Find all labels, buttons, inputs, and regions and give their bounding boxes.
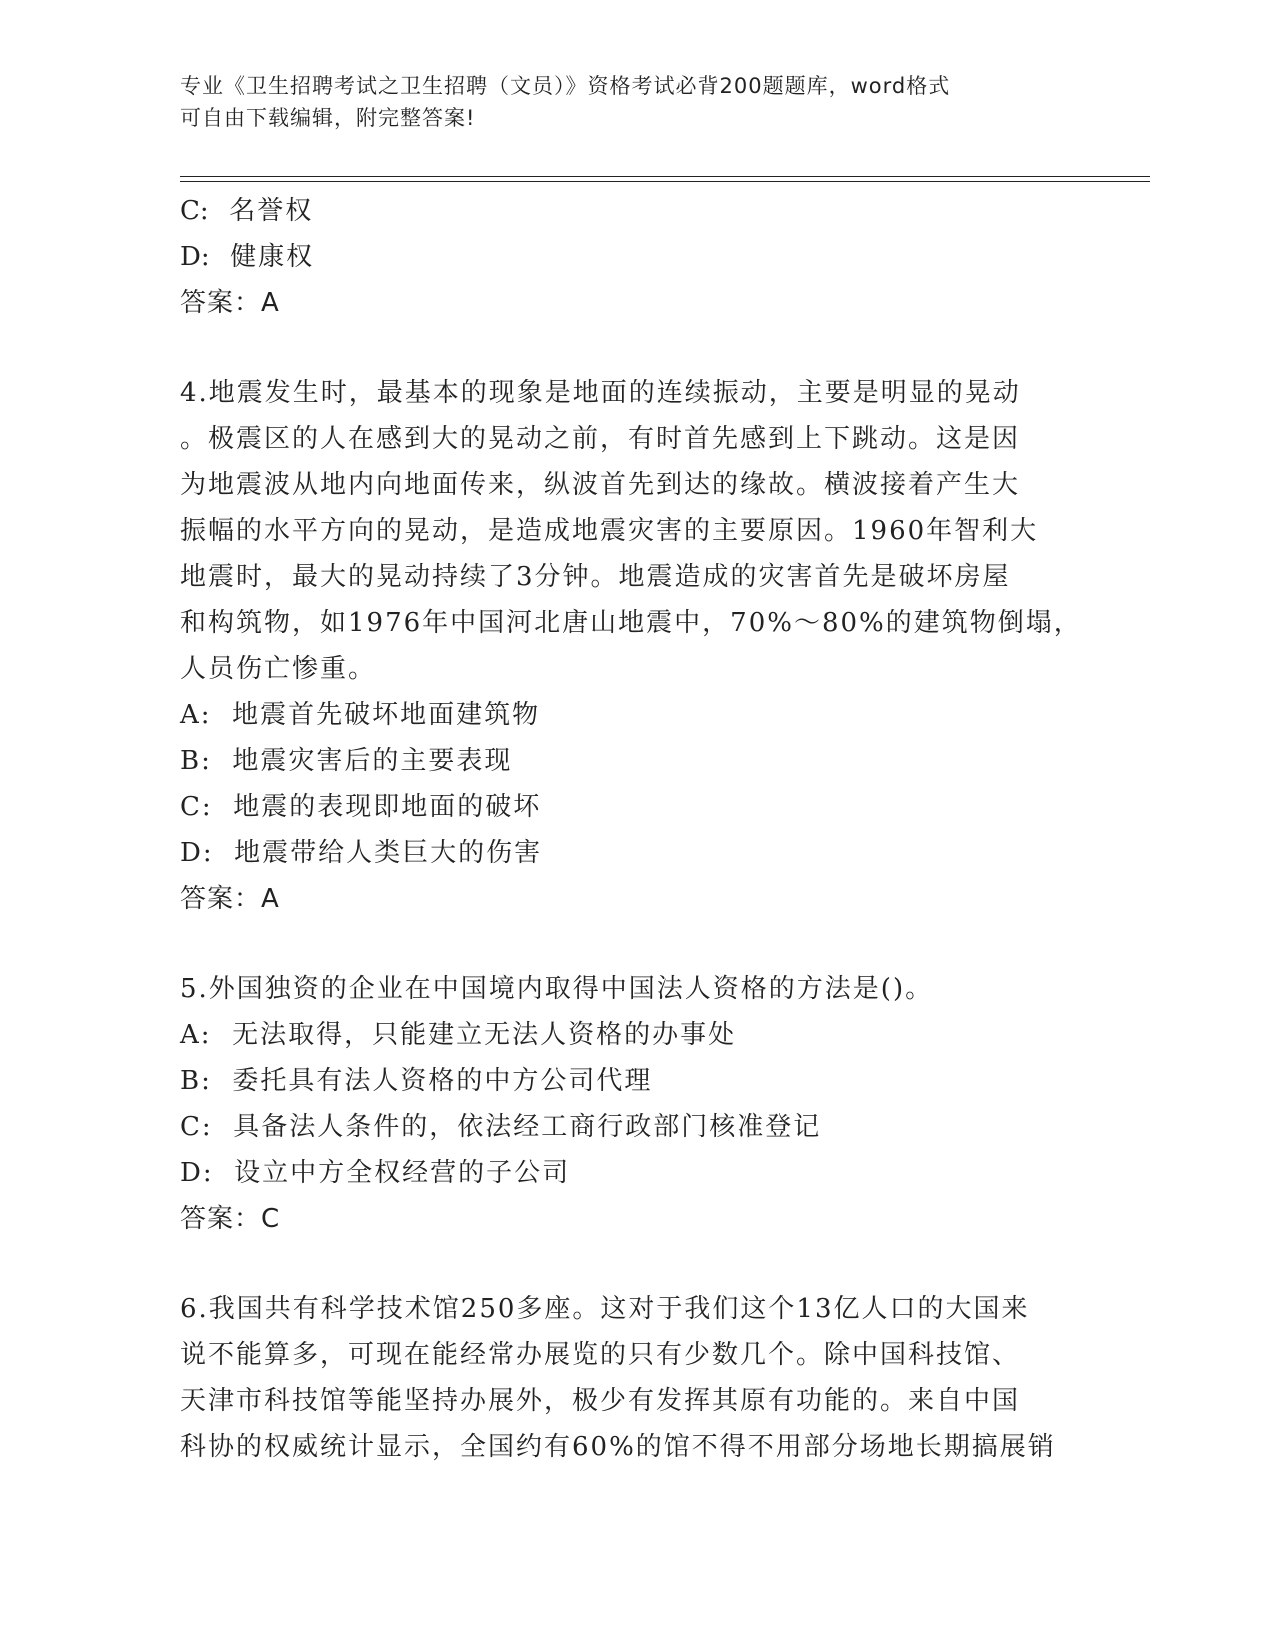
option-c [180, 784, 1140, 830]
option-d [180, 1150, 1140, 1196]
option-c [180, 1104, 1140, 1150]
option-a [180, 692, 1140, 738]
question-6 [180, 1286, 1140, 1470]
option-text: 健康权 [230, 242, 315, 272]
option-text: 地震首先破坏地面建筑物 [232, 700, 541, 730]
option-d [180, 830, 1140, 876]
option-d [180, 234, 1140, 280]
question-text-line: 为地震波从地内向地面传来，纵波首先到达的缘故。横波接着产生大 [180, 470, 1021, 500]
question-text-line: 人员伤亡惨重。 [180, 654, 377, 684]
question-5 [180, 966, 1140, 1242]
option-b [180, 738, 1140, 784]
option-label: D: [180, 242, 210, 272]
question-text-line: 说不能算多，可现在能经常办展览的只有少数几个。除中国科技馆、 [180, 1340, 1021, 1370]
question-text-line: 振幅的水平方向的晃动，是造成地震灾害的主要原因。1960年智利大 [180, 516, 1039, 546]
option-text: 具备法人条件的，依法经工商行政部门核准登记 [233, 1112, 822, 1142]
question-text-line: 科协的权威统计显示，全国约有60%的馆不得不用部分场地长期搞展销 [180, 1432, 1056, 1462]
option-text: 地震的表现即地面的破坏 [233, 792, 542, 822]
question-text-line: 天津市科技馆等能坚持办展外，极少有发挥其原有功能的。来自中国 [180, 1386, 1021, 1416]
question-gap [180, 326, 1140, 370]
question-text-line: 5.外国独资的企业在中国境内取得中国法人资格的方法是()。 [180, 974, 934, 1004]
answer-line: 答案：A [180, 884, 280, 914]
answer-line: 答案：A [180, 288, 280, 318]
answer-line: 答案：C [180, 1204, 281, 1234]
option-label: A: [180, 1020, 212, 1050]
option-label: C: [180, 1112, 213, 1142]
option-label: C: [180, 792, 213, 822]
option-c [180, 188, 1140, 234]
question-gap [180, 1242, 1140, 1286]
question-text-line: 4.地震发生时，最基本的现象是地面的连续振动，主要是明显的晃动 [180, 378, 1021, 408]
header-rule-bottom [180, 181, 1150, 182]
option-label: C: [180, 196, 209, 226]
question-text-line: 和构筑物，如1976年中国河北唐山地震中，70%～80%的建筑物倒塌， [180, 608, 1082, 638]
question-text-line: 6.我国共有科学技术馆250多座。这对于我们这个13亿人口的大国来 [180, 1294, 1030, 1324]
question-text-line: 。极震区的人在感到大的晃动之前，有时首先感到上下跳动。这是因 [180, 424, 1021, 454]
question-4 [180, 370, 1140, 922]
option-text: 地震带给人类巨大的伤害 [234, 838, 543, 868]
question-text-line: 地震时，最大的晃动持续了3分钟。地震造成的灾害首先是破坏房屋 [180, 562, 1011, 592]
option-label: D: [180, 1158, 214, 1188]
header-title-line-2: 可自由下载编辑，附完整答案! [180, 106, 476, 130]
option-label: D: [180, 838, 214, 868]
header-rule-top [180, 176, 1150, 177]
option-text: 委托具有法人资格的中方公司代理 [232, 1066, 653, 1096]
question-gap [180, 922, 1140, 966]
document-body [180, 188, 1140, 1470]
option-text: 地震灾害后的主要表现 [232, 746, 513, 776]
option-text: 名誉权 [229, 196, 314, 226]
option-label: B: [180, 746, 212, 776]
prev-question-tail [180, 188, 1140, 326]
option-label: A: [180, 700, 212, 730]
option-text: 无法取得，只能建立无法人资格的办事处 [232, 1020, 737, 1050]
header-title-line-1: 专业《卫生招聘考试之卫生招聘（文员）》资格考试必背200题题库，word格式 [180, 74, 951, 98]
option-a [180, 1012, 1140, 1058]
option-text: 设立中方全权经营的子公司 [234, 1158, 571, 1188]
page-header [180, 70, 1060, 134]
option-label: B: [180, 1066, 212, 1096]
option-b [180, 1058, 1140, 1104]
